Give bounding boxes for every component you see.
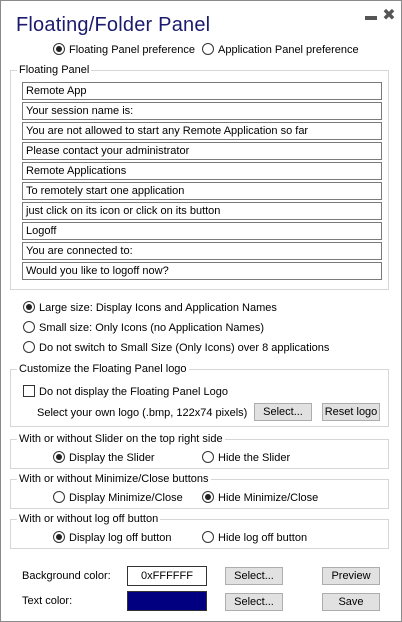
display-logoff-button-radio[interactable] bbox=[53, 532, 172, 544]
radio-indicator bbox=[53, 491, 65, 503]
hide-logo-checkbox[interactable] bbox=[23, 386, 228, 398]
group-legend: Floating Panel bbox=[19, 64, 90, 76]
radio-label: Hide log off button bbox=[218, 532, 308, 544]
display-minimize-close-radio[interactable] bbox=[53, 492, 183, 504]
text-field-click-instructions[interactable]: just click on its icon or click on its button bbox=[22, 202, 382, 220]
save-button[interactable]: Save bbox=[322, 593, 380, 611]
radio-label: Large size: Display Icons and Application Names bbox=[39, 302, 277, 314]
group-legend: With or without Slider on the top right side bbox=[19, 433, 223, 445]
radio-indicator bbox=[202, 451, 214, 463]
text-field-session-name[interactable]: Your session name is: bbox=[22, 102, 382, 120]
radio-indicator bbox=[202, 43, 214, 55]
group-legend: Customize the Floating Panel logo bbox=[19, 363, 187, 375]
reset-logo-button[interactable]: Reset logo bbox=[322, 403, 380, 421]
display-slider-radio[interactable] bbox=[53, 452, 155, 464]
radio-label: Display Minimize/Close bbox=[69, 492, 183, 504]
text-color-swatch: 0x000080 bbox=[127, 591, 207, 611]
hide-minimize-close-radio[interactable] bbox=[202, 492, 318, 504]
checkbox-label: Do not display the Floating Panel Logo bbox=[39, 386, 228, 398]
text-field-connected-to[interactable]: You are connected to: bbox=[22, 242, 382, 260]
text-field-remote-applications[interactable]: Remote Applications bbox=[22, 162, 382, 180]
radio-label: Small size: Only Icons (no Application Names) bbox=[39, 322, 264, 334]
radio-indicator bbox=[53, 43, 65, 55]
application-panel-preference-radio[interactable] bbox=[202, 44, 359, 56]
hide-slider-radio[interactable] bbox=[202, 452, 290, 464]
text-field-not-allowed[interactable]: You are not allowed to start any Remote Application so far bbox=[22, 122, 382, 140]
no-switch-small-size-radio[interactable] bbox=[23, 342, 329, 354]
radio-indicator bbox=[23, 321, 35, 333]
text-color-label: Text color: bbox=[22, 595, 73, 607]
preview-button[interactable]: Preview bbox=[322, 567, 380, 585]
radio-label: Hide the Slider bbox=[218, 452, 291, 464]
radio-indicator bbox=[202, 531, 214, 543]
group-legend: With or without log off button bbox=[19, 513, 159, 525]
radio-indicator bbox=[53, 451, 65, 463]
radio-indicator bbox=[23, 341, 35, 353]
floating-panel-preference-radio[interactable] bbox=[53, 44, 195, 56]
background-color-swatch: 0xFFFFFF bbox=[127, 566, 207, 586]
select-background-color-button[interactable]: Select... bbox=[225, 567, 283, 585]
radio-label: Floating Panel preference bbox=[69, 44, 195, 56]
close-icon[interactable]: ✖ bbox=[382, 7, 396, 24]
text-field-contact-admin[interactable]: Please contact your administrator bbox=[22, 142, 382, 160]
radio-indicator bbox=[202, 491, 214, 503]
text-field-logoff-question[interactable]: Would you like to logoff now? bbox=[22, 262, 382, 280]
radio-indicator bbox=[53, 531, 65, 543]
text-field-logoff[interactable]: Logoff bbox=[22, 222, 382, 240]
radio-label: Application Panel preference bbox=[218, 44, 359, 56]
select-logo-label: Select your own logo (.bmp, 122x74 pixels) bbox=[37, 407, 248, 419]
radio-label: Display the Slider bbox=[69, 452, 155, 464]
small-size-radio[interactable] bbox=[23, 322, 264, 334]
text-field-start-instructions[interactable]: To remotely start one application bbox=[22, 182, 382, 200]
minimize-icon[interactable] bbox=[365, 16, 377, 20]
text-field-app-title[interactable]: Remote App bbox=[22, 82, 382, 100]
checkbox-indicator bbox=[23, 385, 35, 397]
radio-indicator bbox=[23, 301, 35, 313]
large-size-radio[interactable] bbox=[23, 302, 277, 314]
radio-label: Display log off button bbox=[69, 532, 172, 544]
group-legend: With or without Minimize/Close buttons bbox=[19, 473, 209, 485]
window-title: Floating/Folder Panel bbox=[16, 14, 211, 36]
background-color-label: Background color: bbox=[22, 570, 111, 582]
radio-label: Do not switch to Small Size (Only Icons) over 8 applications bbox=[39, 342, 330, 354]
hide-logoff-button-radio[interactable] bbox=[202, 532, 307, 544]
radio-label: Hide Minimize/Close bbox=[218, 492, 319, 504]
select-text-color-button[interactable]: Select... bbox=[225, 593, 283, 611]
select-logo-button[interactable]: Select... bbox=[254, 403, 312, 421]
